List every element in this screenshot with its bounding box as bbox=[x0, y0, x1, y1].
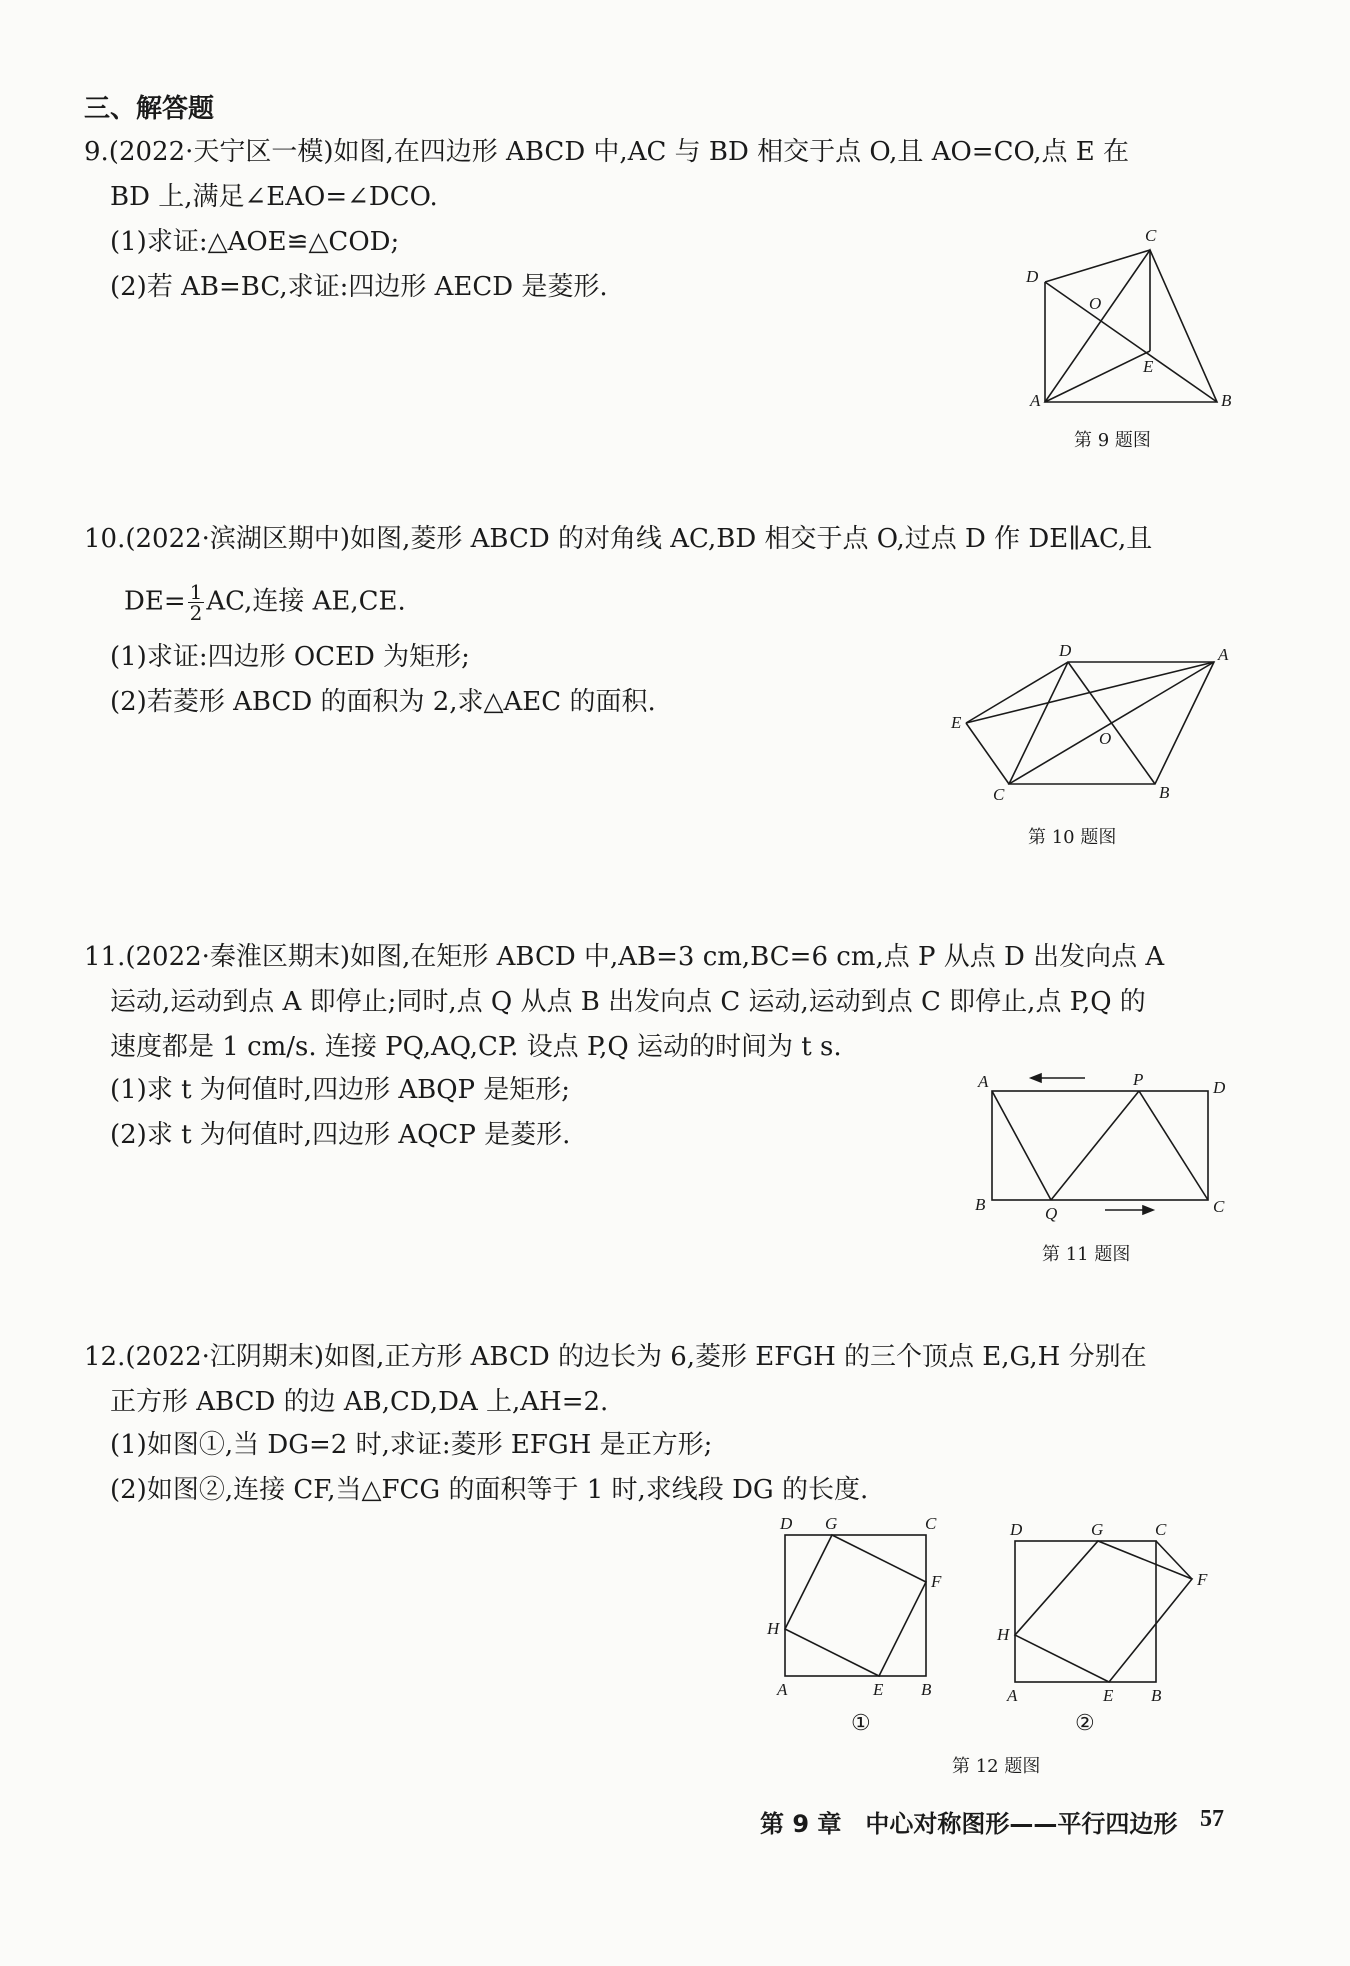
q12-figure-2 bbox=[995, 1515, 1235, 1745]
q9-label-b: B bbox=[1221, 391, 1232, 410]
q12-fig2-label-h: H bbox=[997, 1625, 1010, 1644]
q10-label-d: D bbox=[1059, 641, 1072, 660]
q9-label-d: D bbox=[1026, 267, 1039, 286]
q10-line1: 10.(2022·滨湖区期中)如图,菱形 ABCD 的对角线 AC,BD 相交于点 O,过点 D 作 DE∥AC,且 bbox=[84, 524, 1153, 554]
q10-caption: 第 10 题图 bbox=[1028, 827, 1117, 848]
q12-fig2-rhombus bbox=[1015, 1541, 1192, 1682]
q11-figure bbox=[975, 1065, 1235, 1235]
q11-arrow-right-head bbox=[1143, 1206, 1153, 1214]
q12-fig2-line-cf bbox=[1156, 1541, 1192, 1579]
q12-part1: (1)如图①,当 DG=2 时,求证:菱形 EFGH 是正方形; bbox=[110, 1430, 713, 1460]
q9-line2: BD 上,满足∠EAO=∠DCO. bbox=[110, 182, 438, 212]
q10-label-c: C bbox=[993, 785, 1005, 804]
q10-line-ce bbox=[966, 723, 1009, 784]
q12-caption: 第 12 题图 bbox=[952, 1756, 1041, 1777]
q12-fig2-label-g: G bbox=[1091, 1520, 1104, 1539]
q9-line1: 9.(2022·天宁区一模)如图,在四边形 ABCD 中,AC 与 BD 相交于点 O,且 AO=CO,点 E 在 bbox=[84, 137, 1130, 167]
page-number: 57 bbox=[1200, 1806, 1224, 1832]
q10-label-b: B bbox=[1159, 783, 1170, 802]
q10-line2-suffix: AC,连接 AE,CE. bbox=[206, 586, 406, 617]
footer-chapter: 第 9 章 中心对称图形——平行四边形 bbox=[760, 1810, 1178, 1838]
q11-label-d: D bbox=[1213, 1078, 1226, 1097]
q12-fig1-label-e: E bbox=[873, 1680, 884, 1699]
q11-caption: 第 11 题图 bbox=[1042, 1244, 1131, 1265]
q11-arrow-left-head bbox=[1031, 1074, 1041, 1082]
q11-label-p: P bbox=[1133, 1070, 1144, 1089]
q12-fig1-label-g: G bbox=[825, 1514, 838, 1533]
q10-label-e: E bbox=[951, 713, 962, 732]
q11-label-a: A bbox=[978, 1072, 989, 1091]
q12-fig1-label-f: F bbox=[931, 1572, 942, 1591]
q11-part2: (2)求 t 为何值时,四边形 AQCP 是菱形. bbox=[110, 1120, 571, 1150]
q10-fraction-denominator: 2 bbox=[189, 601, 203, 625]
q11-label-q: Q bbox=[1045, 1204, 1058, 1223]
q10-fraction-numerator: 1 bbox=[189, 580, 203, 604]
q11-part1: (1)求 t 为何值时,四边形 ABQP 是矩形; bbox=[110, 1075, 571, 1105]
q12-fig2-label-f: F bbox=[1197, 1570, 1208, 1589]
q9-label-c: C bbox=[1145, 226, 1157, 245]
q12-figure-1 bbox=[765, 1515, 955, 1745]
q12-fig2-label-e: E bbox=[1103, 1686, 1114, 1705]
q12-fig1-label-h: H bbox=[767, 1619, 780, 1638]
q12-fig2-label-d: D bbox=[1010, 1520, 1023, 1539]
q12-fig1-label-d: D bbox=[780, 1514, 793, 1533]
q9-figure bbox=[1020, 225, 1240, 425]
q10-fraction bbox=[188, 582, 205, 623]
q11-line1: 11.(2022·秦淮区期末)如图,在矩形 ABCD 中,AB=3 cm,BC=6 cm,点 P 从点 D 出发向点 A bbox=[84, 942, 1165, 972]
q10-line2 bbox=[124, 582, 406, 623]
q9-label-a: A bbox=[1030, 391, 1041, 410]
q11-rectangle bbox=[992, 1091, 1208, 1200]
q12-fig2-label-a: A bbox=[1007, 1686, 1018, 1705]
q9-line-ae bbox=[1045, 351, 1150, 402]
q9-quadrilateral bbox=[1045, 250, 1217, 402]
q12-fig2-number: ② bbox=[1075, 1710, 1095, 1735]
q10-part2: (2)若菱形 ABCD 的面积为 2,求△AEC 的面积. bbox=[110, 687, 656, 717]
q12-fig1-number: ① bbox=[851, 1710, 871, 1735]
q12-fig1-square bbox=[785, 1535, 926, 1676]
q11-line-aq bbox=[992, 1091, 1051, 1200]
q12-fig2-label-c: C bbox=[1155, 1520, 1167, 1539]
q9-part2: (2)若 AB=BC,求证:四边形 AECD 是菱形. bbox=[110, 272, 608, 302]
q10-line-ae bbox=[966, 662, 1214, 723]
q11-label-b: B bbox=[975, 1195, 986, 1214]
q12-line1: 12.(2022·江阴期末)如图,正方形 ABCD 的边长为 6,菱形 EFGH 的三个顶点 E,G,H 分别在 bbox=[84, 1342, 1147, 1372]
q12-fig2-label-b: B bbox=[1151, 1686, 1162, 1705]
q10-label-o: O bbox=[1099, 729, 1112, 748]
q9-label-e: E bbox=[1143, 357, 1154, 376]
q12-fig1-label-c: C bbox=[925, 1514, 937, 1533]
q9-label-o: O bbox=[1089, 294, 1102, 313]
q9-caption: 第 9 题图 bbox=[1074, 430, 1151, 451]
q9-side-dc bbox=[1045, 250, 1150, 282]
q11-line3: 速度都是 1 cm/s. 连接 PQ,AQ,CP. 设点 P,Q 运动的时间为 t s. bbox=[110, 1032, 842, 1062]
q12-line2: 正方形 ABCD 的边 AB,CD,DA 上,AH=2. bbox=[110, 1387, 609, 1417]
q12-fig1-rhombus bbox=[785, 1535, 926, 1676]
q10-part1: (1)求证:四边形 OCED 为矩形; bbox=[110, 642, 470, 672]
q12-fig1-label-b: B bbox=[921, 1680, 932, 1699]
q10-label-a: A bbox=[1218, 645, 1229, 664]
q11-line-pq bbox=[1051, 1091, 1139, 1200]
q11-line2: 运动,运动到点 A 即停止;同时,点 Q 从点 B 出发向点 C 运动,运动到点 C 即停止,点 P,Q 的 bbox=[110, 987, 1146, 1017]
q11-label-c: C bbox=[1213, 1197, 1225, 1216]
q10-figure bbox=[945, 642, 1235, 812]
q12-part2: (2)如图②,连接 CF,当△FCG 的面积等于 1 时,求线段 DG 的长度. bbox=[110, 1475, 869, 1505]
section-heading: 三、解答题 bbox=[84, 94, 215, 124]
q10-line2-prefix: DE= bbox=[124, 586, 186, 617]
q9-part1: (1)求证:△AOE≌△COD; bbox=[110, 227, 400, 257]
q12-fig1-label-a: A bbox=[777, 1680, 788, 1699]
q11-line-pc bbox=[1139, 1091, 1208, 1200]
